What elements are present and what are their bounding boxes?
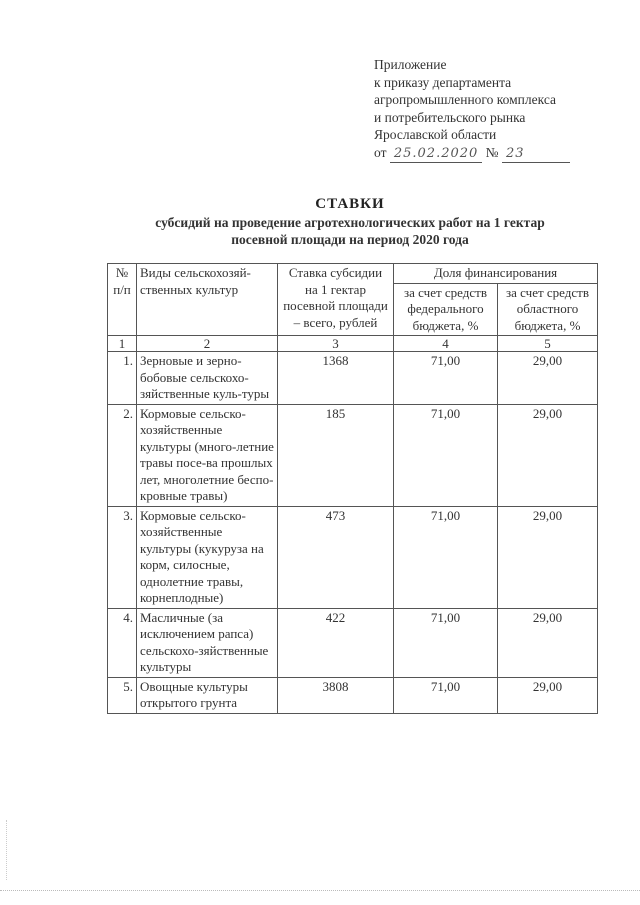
index-cell: 3 (278, 336, 394, 352)
header-regional: за счет средств областного бюджета, % (498, 283, 598, 336)
index-cell: 5 (498, 336, 598, 352)
federal-share: 71,00 (394, 677, 498, 713)
row-number: 1. (108, 352, 137, 405)
regional-share: 29,00 (498, 677, 598, 713)
crop-name: Овощные культуры открытого грунта (137, 677, 278, 713)
crop-name: Кормовые сельско-хозяйственные культуры (много-летние травы посе-ва прошлых лет, многолетние беспо-кровные травы) (137, 404, 278, 506)
appendix-line: Ярославской области (374, 127, 497, 142)
appendix-line: агропромышленного комплекса (374, 92, 556, 107)
index-cell: 1 (108, 336, 137, 352)
rate-value: 185 (278, 404, 394, 506)
crop-name: Зерновые и зерно-бобовые сельскохо-зяйственные куль-туры (137, 352, 278, 405)
federal-share: 71,00 (394, 404, 498, 506)
header-crops: Виды сельскохозяй-ственных культур (137, 264, 278, 336)
table-index-row (108, 336, 598, 352)
scan-edge-artifact (0, 890, 640, 893)
rate-value: 422 (278, 608, 394, 677)
header-rate: Ставка субсидии на 1 гектар посевной площади – всего, рублей (278, 264, 394, 336)
federal-share: 71,00 (394, 352, 498, 405)
row-number: 4. (108, 608, 137, 677)
regional-share: 29,00 (498, 352, 598, 405)
crop-name: Масличные (за исключением рапса) сельскохо-зяйственные культуры (137, 608, 278, 677)
document-subtitle (90, 214, 610, 248)
table-header-row (108, 264, 598, 284)
order-number: 23 (502, 145, 570, 164)
row-number: 5. (108, 677, 137, 713)
scan-edge-artifact (6, 820, 8, 880)
table-row (108, 506, 598, 608)
document-title: СТАВКИ (315, 196, 385, 212)
index-cell: 4 (394, 336, 498, 352)
regional-share: 29,00 (498, 404, 598, 506)
rate-value: 1368 (278, 352, 394, 405)
table-row (108, 608, 598, 677)
number-sign: № (485, 144, 499, 160)
appendix-line: Приложение (374, 57, 447, 72)
regional-share: 29,00 (498, 608, 598, 677)
subtitle-line: субсидий на проведение агротехнологических работ на 1 гектар (155, 215, 545, 230)
appendix-line: и потребительского рынка (374, 109, 526, 125)
federal-share: 71,00 (394, 608, 498, 677)
row-number: 2. (108, 404, 137, 506)
subtitle-line: посевной площади на период 2020 года (231, 232, 469, 247)
header-num: № п/п (108, 264, 137, 336)
rates-table (107, 263, 598, 714)
rate-value: 3808 (278, 677, 394, 713)
index-cell: 2 (137, 336, 278, 352)
appendix-header (374, 56, 570, 163)
header-federal: за счет средств федерального бюджета, % (394, 283, 498, 336)
rate-value: 473 (278, 506, 394, 608)
header-share: Доля финансирования (394, 264, 598, 284)
row-number: 3. (108, 506, 137, 608)
appendix-line: к приказу департамента (374, 74, 512, 90)
date-prefix: от (374, 144, 387, 160)
order-date-line (374, 144, 570, 164)
table-row (108, 677, 598, 713)
federal-share: 71,00 (394, 506, 498, 608)
order-date: 25.02.2020 (390, 145, 482, 164)
table-row (108, 352, 598, 405)
regional-share: 29,00 (498, 506, 598, 608)
crop-name: Кормовые сельско-хозяйственные культуры (кукуруза на корм, силосные, однолетние травы, корнеплодные) (137, 506, 278, 608)
table-row (108, 404, 598, 506)
